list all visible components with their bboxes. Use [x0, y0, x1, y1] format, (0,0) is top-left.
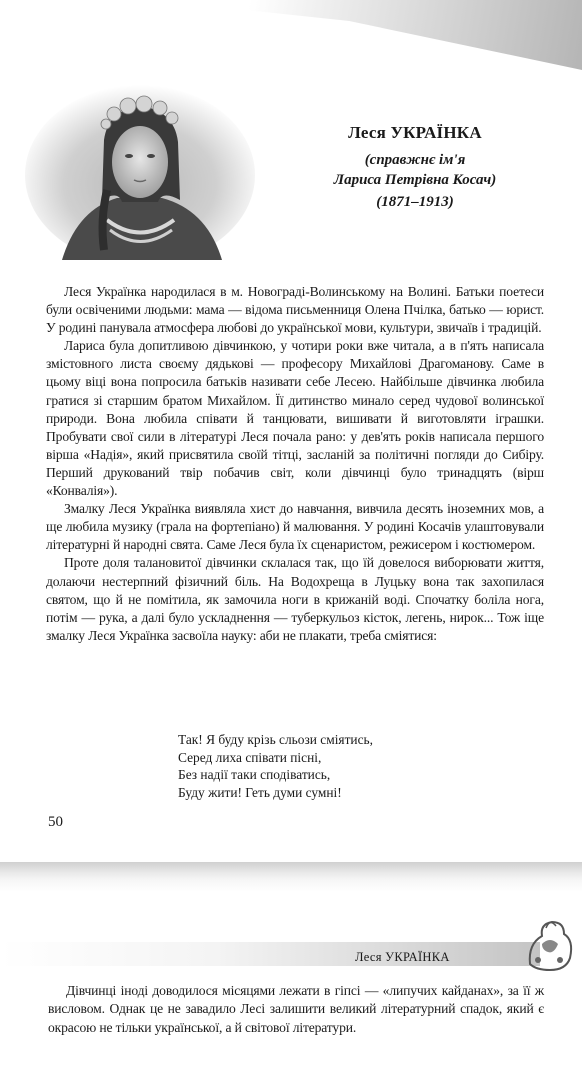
- poem-line: Серед лиха співати пісні,: [178, 749, 322, 765]
- author-real-name: [300, 150, 530, 190]
- author-name: Леся УКРАЇНКА: [348, 123, 482, 142]
- paragraph: Змалку Леся Українка виявляла хист до навчання, вивчила десять іноземних мов, а ще любила музику (грала на фортепіано) й малювання. У родині Косачів улаштовували літературні й народні свята. Саме Леся була їх сценаристом, режисером і костюмером.: [46, 501, 544, 553]
- paragraph: Проте доля талановитої дівчинки склалася так, що їй довелося виборювати життя, долаючи нестерпний фізичний біль. На Водохреща в Луцьку вона так захопилася святом, що й не помітила, як замочила ноги в крижаній воді. Спочатку боліла нога, потім — рука, а далі було ускладнення — туберкульоз кісток, легень, нирок... Тож іще змалку Леся Українка засвоїла науку: аби не плакати, треба сміятися:: [46, 555, 544, 643]
- poem-line: Без надії таки сподіватись,: [178, 767, 331, 782]
- running-head: Леся УКРАЇНКА: [355, 950, 450, 964]
- paragraph: Леся Українка народилася в м. Новограді-Волинському на Волині. Батьки поетеси були освіченими людьми: мама — відома письменниця Олена Пчілка, батько — юрист. У родині панувала атмосфера любові до української мови, культури, звичаїв і традицій.: [46, 284, 544, 336]
- author-years: (1871–1913): [376, 194, 454, 210]
- paragraph: Лариса була допитливою дівчинкою, у чотири роки вже читала, а в п'ять написала змістовного листа своєму дядькові — професору Михайлові Драгоманову. Саме в цьому віці вона попросила батьків називати себе Лесею. Найбільше дівчинка любила гратися зі старшим братом Михайлом. Її дитинство минало серед чудової волинської природи. Вона любила співати й танцювати, вишивати й виготовляти іграшки. Пробувати свої сили в літературі Леся почала рано: у дев'ять років написала першого вірша «Надія», який присвятила своїй тітці, засланій за політичні погляди до Сибіру. Перший друкований твір побачив світ, коли дівчинці було тринадцять (вірш «Конвалія»).: [46, 338, 544, 499]
- author-portrait: [22, 70, 257, 260]
- biography-text: [46, 283, 544, 645]
- running-head-band: [0, 942, 540, 966]
- author-real-name-line1: (справжнє ім'я: [364, 152, 466, 168]
- paragraph: Дівчинці іноді доводилося місяцями лежати в гіпсі — «липучих кайданах», за її ж висловом. Однак це не завадило Лесі залишити великий літературний спадок, який є окрасою не тільки української, а й світової літератури.: [48, 983, 544, 1035]
- poem-line: Так! Я буду крізь сльози сміятись,: [178, 732, 373, 747]
- ornament-icon: [520, 914, 578, 976]
- continuation-text: [48, 982, 544, 1037]
- poem-quote: [178, 731, 418, 801]
- page-number: 50: [48, 814, 63, 830]
- author-header: [300, 122, 530, 212]
- decorative-swoosh: [0, 0, 582, 70]
- author-real-name-line2: Лариса Петрівна Косач): [333, 172, 497, 188]
- poem-line: Буду жити! Геть думи сумні!: [178, 784, 342, 800]
- page-51: [0, 892, 582, 1070]
- page-separator: [0, 862, 582, 892]
